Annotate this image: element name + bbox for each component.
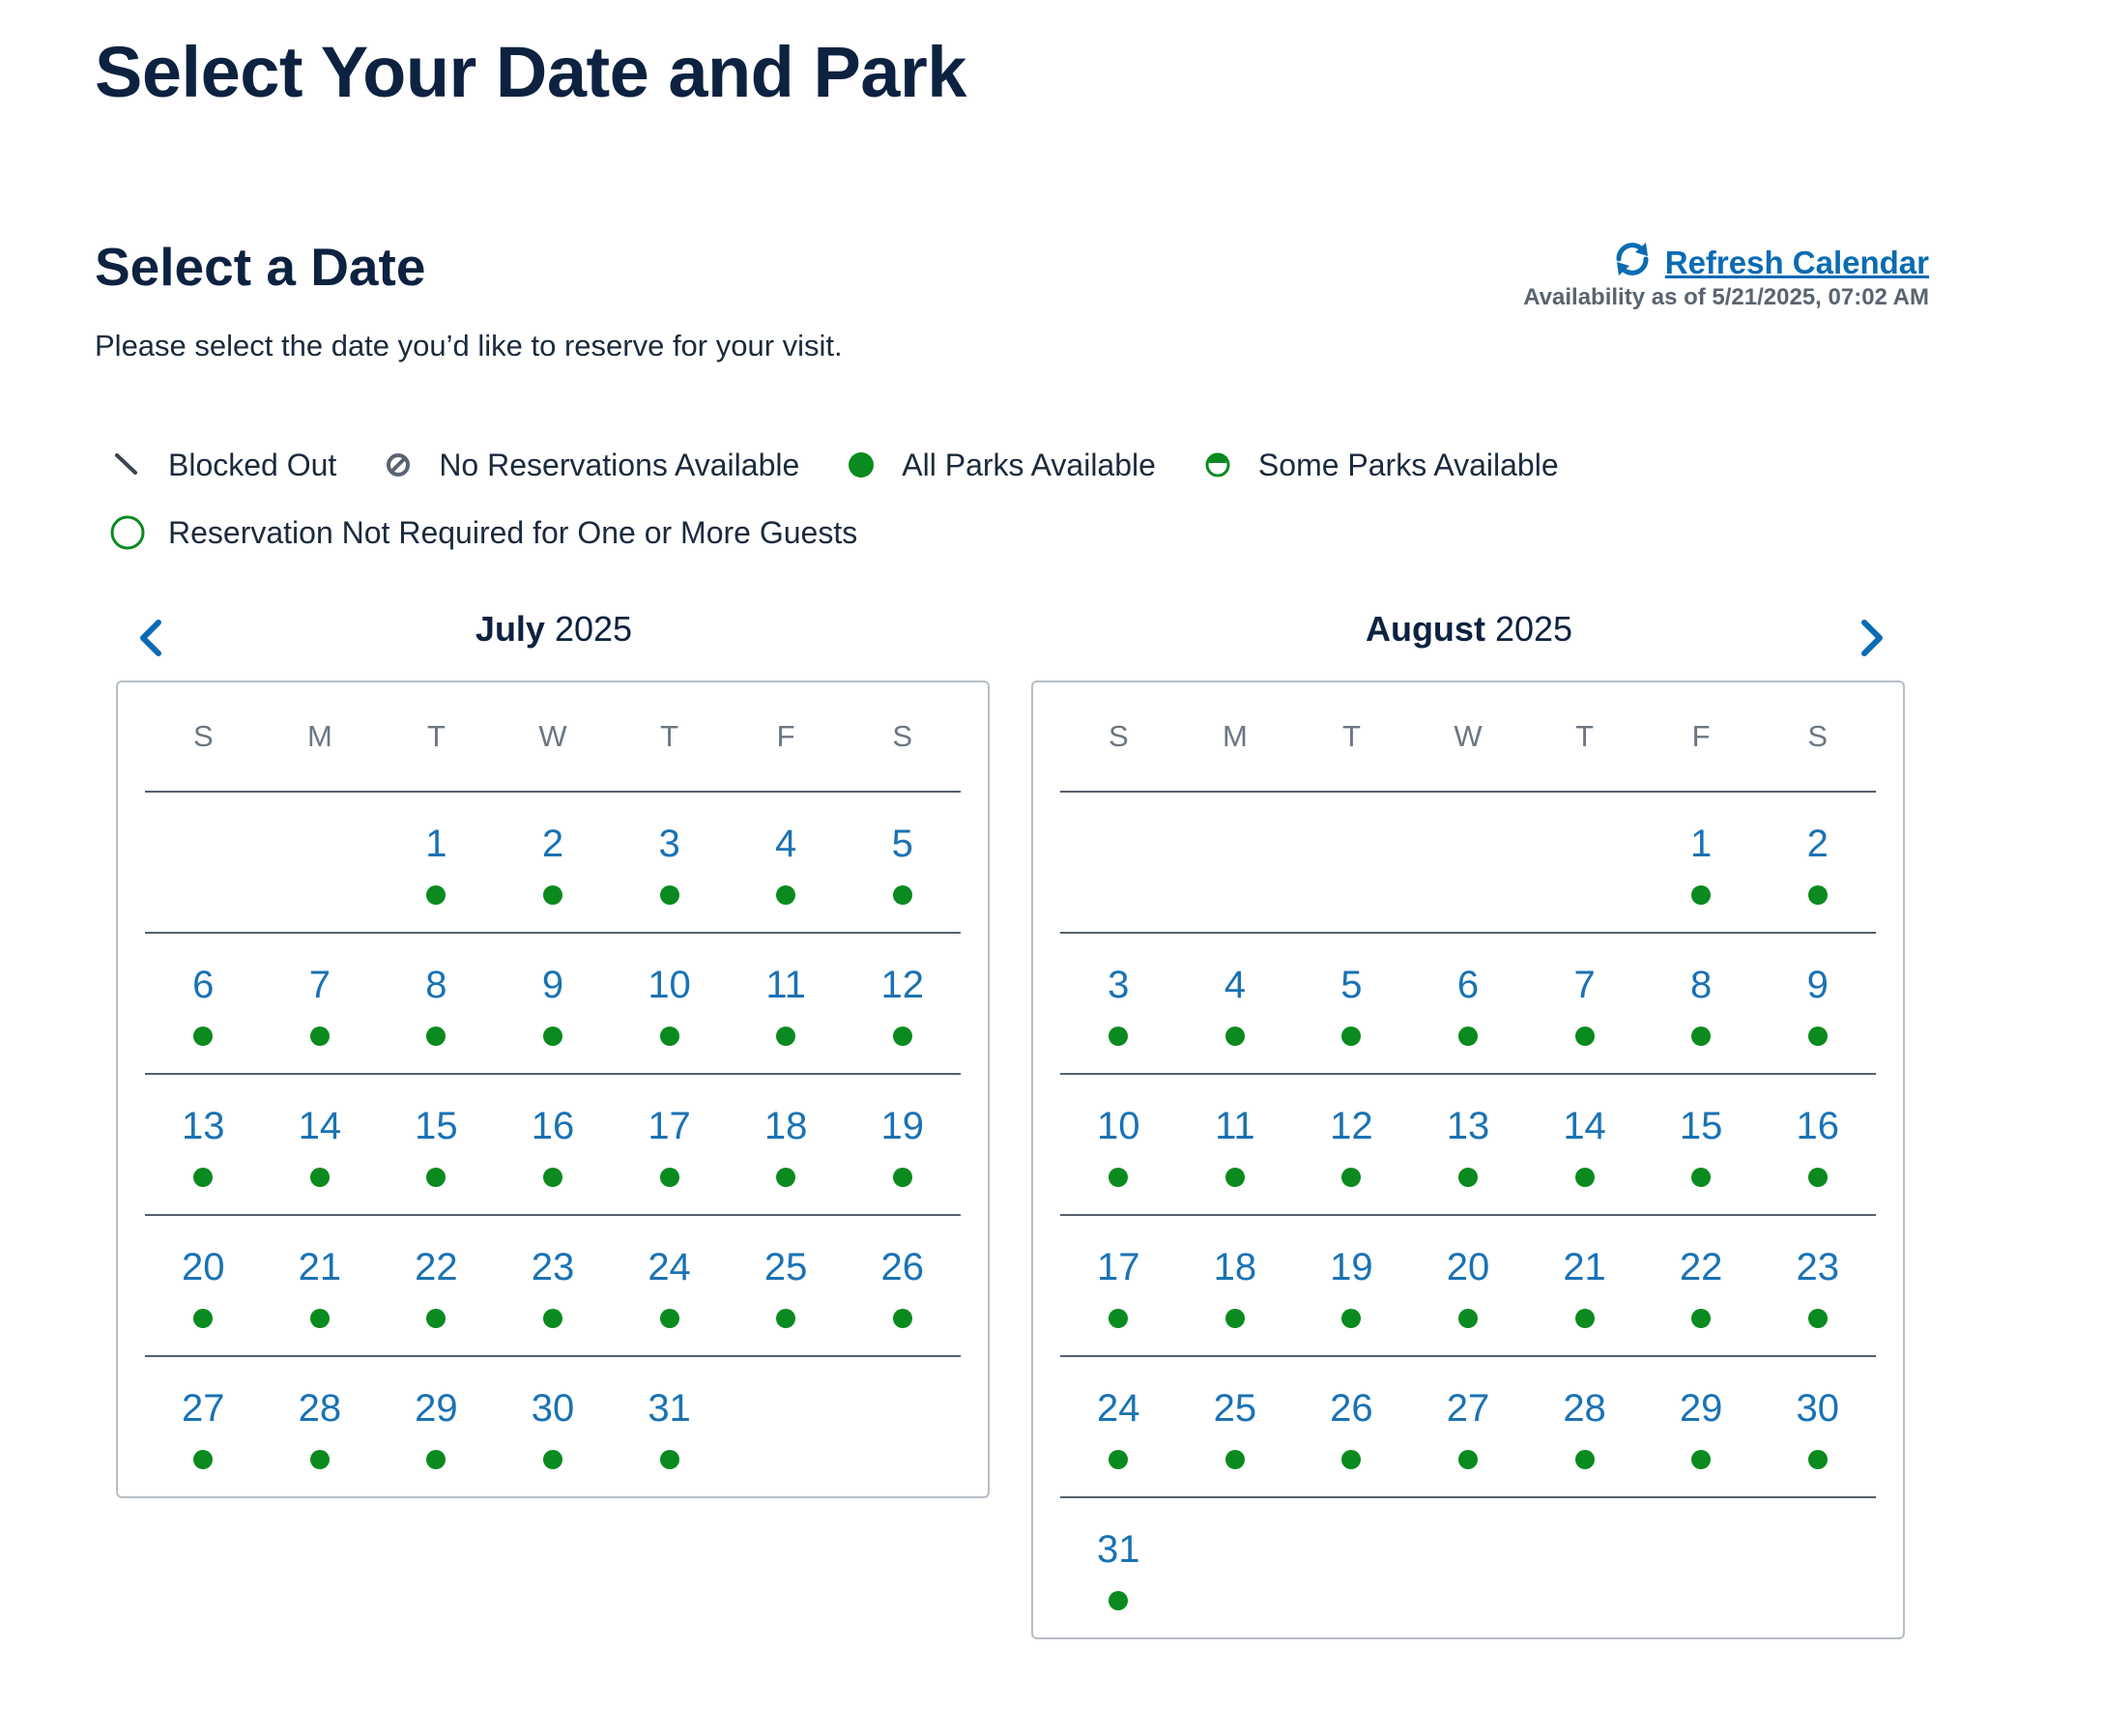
week-row xyxy=(145,793,961,934)
day-cell[interactable] xyxy=(1526,934,1643,1073)
day-cell[interactable] xyxy=(1759,1357,1876,1496)
all-parks-available-dot xyxy=(426,1450,446,1469)
all-parks-available-dot xyxy=(893,1168,912,1187)
all-parks-available-dot xyxy=(776,1168,795,1187)
day-cell[interactable] xyxy=(1177,1075,1294,1214)
month-grid xyxy=(1031,680,1905,1639)
day-number: 8 xyxy=(1690,964,1713,1006)
legend-blocked-out xyxy=(108,446,336,484)
empty-day-cell xyxy=(1293,1498,1410,1637)
all-parks-available-dot xyxy=(193,1168,213,1187)
all-parks-available-dot xyxy=(1109,1309,1128,1328)
refresh-calendar-link[interactable] xyxy=(1611,238,1929,288)
day-cell[interactable] xyxy=(1643,793,1760,932)
all-parks-available-dot xyxy=(543,1450,562,1469)
day-number: 24 xyxy=(1097,1387,1140,1430)
day-number: 26 xyxy=(1330,1387,1373,1430)
all-parks-available-dot xyxy=(776,1027,795,1046)
week-row xyxy=(145,1216,961,1357)
day-cell[interactable] xyxy=(844,1075,961,1214)
day-cell[interactable] xyxy=(1060,1075,1177,1214)
day-number: 23 xyxy=(531,1246,575,1288)
empty-day-cell xyxy=(728,1357,845,1496)
day-cell[interactable] xyxy=(262,1216,379,1355)
week-row xyxy=(145,934,961,1075)
day-cell[interactable] xyxy=(1410,1075,1527,1214)
day-cell[interactable] xyxy=(728,793,845,932)
day-number: 14 xyxy=(1563,1105,1606,1147)
day-number: 10 xyxy=(648,964,691,1006)
day-cell[interactable] xyxy=(1526,1357,1643,1496)
empty-day-cell xyxy=(262,793,379,932)
day-cell[interactable] xyxy=(1060,934,1177,1073)
all-parks-available-dot xyxy=(776,885,795,905)
day-cell[interactable] xyxy=(728,934,845,1073)
weekday: M xyxy=(306,719,332,753)
weekday: F xyxy=(1691,719,1711,753)
day-number: 25 xyxy=(1213,1387,1257,1430)
all-parks-available-dot xyxy=(543,885,562,905)
day-cell[interactable] xyxy=(1410,934,1527,1073)
day-cell[interactable] xyxy=(1643,1216,1760,1355)
all-parks-available-dot xyxy=(1575,1450,1595,1469)
all-parks-available-dot xyxy=(660,1309,679,1328)
day-number: 15 xyxy=(415,1105,458,1147)
day-number: 8 xyxy=(425,964,447,1006)
day-cell[interactable] xyxy=(495,934,612,1073)
weekday: M xyxy=(1222,719,1248,753)
day-number: 7 xyxy=(1573,964,1596,1006)
day-cell[interactable] xyxy=(844,793,961,932)
day-number: 27 xyxy=(1446,1387,1490,1430)
all-parks-available-dot xyxy=(1109,1027,1128,1046)
day-cell[interactable] xyxy=(1293,934,1410,1073)
day-number: 7 xyxy=(308,964,331,1006)
day-number: 3 xyxy=(658,823,680,865)
day-number: 6 xyxy=(192,964,215,1006)
all-parks-available-dot xyxy=(193,1027,213,1046)
day-cell[interactable] xyxy=(611,1075,728,1214)
all-parks-available-dot xyxy=(1691,1450,1711,1469)
empty-day-cell xyxy=(1759,1498,1876,1637)
day-number: 22 xyxy=(1679,1246,1723,1288)
day-cell[interactable] xyxy=(378,934,495,1073)
day-number: 4 xyxy=(775,823,797,865)
day-number: 20 xyxy=(1446,1246,1490,1288)
day-cell[interactable] xyxy=(1410,1357,1527,1496)
weekday: W xyxy=(538,719,567,753)
calendar-july xyxy=(116,599,992,1430)
weekday: S xyxy=(1108,719,1129,753)
all-parks-available-dot xyxy=(1109,1168,1128,1187)
day-cell[interactable] xyxy=(1643,934,1760,1073)
legend-some-parks-label: Some Parks Available xyxy=(1257,447,1559,482)
week-row xyxy=(1060,1357,1876,1498)
all-parks-available-dot xyxy=(660,1168,679,1187)
weekday: W xyxy=(1454,719,1483,753)
all-parks-available-dot xyxy=(1808,885,1828,905)
day-number: 24 xyxy=(648,1246,691,1288)
all-parks-available-dot xyxy=(1341,1309,1361,1328)
day-cell[interactable] xyxy=(1293,1075,1410,1214)
day-cell[interactable] xyxy=(1177,934,1294,1073)
week-row xyxy=(1060,934,1876,1075)
day-cell[interactable] xyxy=(1759,934,1876,1073)
empty-day-cell xyxy=(844,1357,961,1496)
all-parks-icon xyxy=(842,446,880,484)
all-parks-available-dot xyxy=(1575,1168,1595,1187)
legend-no-reservations-label: No Reservations Available xyxy=(439,447,800,482)
all-parks-available-dot xyxy=(660,1027,679,1046)
all-parks-available-dot xyxy=(1225,1309,1245,1328)
all-parks-available-dot xyxy=(543,1027,562,1046)
all-parks-available-dot xyxy=(426,1309,446,1328)
day-number: 17 xyxy=(1097,1246,1140,1288)
weeks xyxy=(1060,793,1876,1637)
all-parks-available-dot xyxy=(310,1450,330,1469)
empty-day-cell xyxy=(1293,793,1410,932)
day-number: 2 xyxy=(1806,823,1829,865)
day-cell[interactable] xyxy=(1410,1216,1527,1355)
all-parks-available-dot xyxy=(776,1309,795,1328)
empty-day-cell xyxy=(1060,793,1177,932)
day-cell[interactable] xyxy=(378,1216,495,1355)
week-row xyxy=(145,1075,961,1216)
day-number: 16 xyxy=(1796,1105,1839,1147)
month-name: July xyxy=(475,609,545,649)
empty-day-cell xyxy=(1410,1498,1527,1637)
day-cell[interactable] xyxy=(1643,1357,1760,1496)
legend-not-required xyxy=(108,513,857,552)
day-number: 1 xyxy=(425,823,447,865)
month-year: 2025 xyxy=(554,609,633,649)
all-parks-available-dot xyxy=(1225,1168,1245,1187)
weekday: T xyxy=(1575,719,1595,753)
all-parks-available-dot xyxy=(193,1450,213,1469)
weekday-header xyxy=(1060,682,1876,793)
refresh-icon xyxy=(1611,238,1654,288)
all-parks-available-dot xyxy=(1458,1027,1478,1046)
day-number: 22 xyxy=(415,1246,458,1288)
day-cell[interactable] xyxy=(1293,1357,1410,1496)
all-parks-available-dot xyxy=(1691,1168,1711,1187)
weekday: S xyxy=(192,719,214,753)
weekday: S xyxy=(1807,719,1829,753)
all-parks-available-dot xyxy=(1341,1027,1361,1046)
day-number: 17 xyxy=(648,1105,691,1147)
day-cell[interactable] xyxy=(1759,1216,1876,1355)
all-parks-available-dot xyxy=(660,1450,679,1469)
empty-day-cell xyxy=(1526,793,1643,932)
day-number: 31 xyxy=(648,1387,691,1430)
weeks xyxy=(145,793,961,1496)
all-parks-available-dot xyxy=(310,1309,330,1328)
day-number: 29 xyxy=(1679,1387,1723,1430)
all-parks-available-dot xyxy=(193,1309,213,1328)
month-label xyxy=(1031,609,1907,650)
day-number: 21 xyxy=(1563,1246,1606,1288)
legend xyxy=(108,431,1616,566)
intro-text: Please select the date you’d like to reserve for your visit. xyxy=(95,329,843,362)
day-cell[interactable] xyxy=(1177,1216,1294,1355)
week-row xyxy=(1060,1498,1876,1637)
chevron-right-icon xyxy=(1853,611,1891,665)
day-cell[interactable] xyxy=(611,1216,728,1355)
all-parks-available-dot xyxy=(1341,1168,1361,1187)
day-number: 18 xyxy=(763,1105,808,1147)
day-number: 9 xyxy=(541,964,564,1006)
empty-day-cell xyxy=(1177,1498,1294,1637)
month-name: August xyxy=(1365,609,1485,649)
refresh-calendar-label[interactable]: Refresh Calendar xyxy=(1664,245,1929,280)
legend-no-reservations xyxy=(379,446,799,484)
day-cell[interactable] xyxy=(145,1075,262,1214)
empty-day-cell xyxy=(1526,1498,1643,1637)
week-row xyxy=(145,1357,961,1496)
all-parks-available-dot xyxy=(1109,1591,1128,1610)
all-parks-available-dot xyxy=(893,1309,912,1328)
all-parks-available-dot xyxy=(310,1168,330,1187)
day-number: 5 xyxy=(1340,964,1363,1006)
all-parks-available-dot xyxy=(1691,885,1711,905)
day-cell[interactable] xyxy=(262,1357,379,1496)
day-cell[interactable] xyxy=(1759,793,1876,932)
day-number: 10 xyxy=(1097,1105,1140,1147)
day-cell[interactable] xyxy=(378,1075,495,1214)
day-number: 16 xyxy=(531,1105,575,1147)
day-cell[interactable] xyxy=(495,793,612,932)
availability-timestamp: Availability as of 5/21/2025, 07:02 AM xyxy=(1523,284,1929,310)
all-parks-available-dot xyxy=(1458,1450,1478,1469)
legend-all-parks xyxy=(842,446,1156,484)
day-number: 4 xyxy=(1224,964,1246,1006)
all-parks-available-dot xyxy=(310,1027,330,1046)
section-title: Select a Date xyxy=(95,237,426,297)
day-cell[interactable] xyxy=(1177,1357,1294,1496)
day-cell[interactable] xyxy=(1060,1216,1177,1355)
some-parks-icon xyxy=(1198,446,1237,484)
all-parks-available-dot xyxy=(1691,1309,1711,1328)
day-cell[interactable] xyxy=(1643,1075,1760,1214)
day-cell[interactable] xyxy=(1526,1075,1643,1214)
day-number: 19 xyxy=(1330,1246,1373,1288)
day-cell[interactable] xyxy=(1759,1075,1876,1214)
day-cell[interactable] xyxy=(378,1357,495,1496)
day-number: 28 xyxy=(298,1387,342,1430)
week-row xyxy=(1060,793,1876,934)
weekday: S xyxy=(892,719,913,753)
blocked-out-icon xyxy=(108,446,147,484)
day-cell[interactable] xyxy=(1293,1216,1410,1355)
all-parks-available-dot xyxy=(1109,1450,1128,1469)
day-cell[interactable] xyxy=(145,934,262,1073)
day-number: 30 xyxy=(1796,1387,1839,1430)
day-number: 11 xyxy=(765,964,806,1006)
not-required-icon xyxy=(108,513,147,552)
all-parks-available-dot xyxy=(1691,1027,1711,1046)
all-parks-available-dot xyxy=(1225,1450,1245,1469)
day-number: 1 xyxy=(1690,823,1713,865)
week-row xyxy=(1060,1075,1876,1216)
day-cell[interactable] xyxy=(611,934,728,1073)
all-parks-available-dot xyxy=(660,885,679,905)
month-label xyxy=(116,609,992,650)
calendar-august xyxy=(1031,599,1907,1571)
all-parks-available-dot xyxy=(1341,1450,1361,1469)
page-title: Select Your Date and Park xyxy=(95,32,966,112)
all-parks-available-dot xyxy=(426,1027,446,1046)
legend-all-parks-label: All Parks Available xyxy=(902,447,1156,482)
day-cell[interactable] xyxy=(844,934,961,1073)
day-number: 2 xyxy=(541,823,564,865)
day-number: 14 xyxy=(298,1105,342,1147)
all-parks-available-dot xyxy=(893,1027,912,1046)
empty-day-cell xyxy=(145,793,262,932)
day-cell[interactable] xyxy=(728,1075,845,1214)
legend-some-parks xyxy=(1198,446,1559,484)
next-month-button[interactable] xyxy=(1853,611,1891,665)
all-parks-available-dot xyxy=(1808,1450,1828,1469)
day-number: 26 xyxy=(880,1246,924,1288)
all-parks-available-dot xyxy=(893,885,912,905)
empty-day-cell xyxy=(1410,793,1527,932)
month-year: 2025 xyxy=(1494,609,1573,649)
day-cell[interactable] xyxy=(262,1075,379,1214)
day-number: 19 xyxy=(880,1105,924,1147)
all-parks-available-dot xyxy=(1808,1309,1828,1328)
day-cell[interactable] xyxy=(1526,1216,1643,1355)
weekday: T xyxy=(426,719,446,753)
day-number: 6 xyxy=(1456,964,1480,1006)
day-number: 23 xyxy=(1796,1246,1839,1288)
day-number: 29 xyxy=(415,1387,458,1430)
day-number: 15 xyxy=(1679,1105,1723,1147)
day-number: 27 xyxy=(182,1387,225,1430)
all-parks-available-dot xyxy=(1225,1027,1245,1046)
day-cell[interactable] xyxy=(378,793,495,932)
all-parks-available-dot xyxy=(426,1168,446,1187)
day-cell[interactable] xyxy=(1060,1357,1177,1496)
legend-not-required-label: Reservation Not Required for One or More Guests xyxy=(168,514,858,550)
day-number: 20 xyxy=(182,1246,225,1288)
day-cell[interactable] xyxy=(495,1357,612,1496)
day-number: 13 xyxy=(182,1105,225,1147)
day-number: 3 xyxy=(1108,964,1130,1006)
day-cell[interactable] xyxy=(611,793,728,932)
all-parks-available-dot xyxy=(1575,1027,1595,1046)
day-cell[interactable] xyxy=(1060,1498,1177,1637)
day-number: 11 xyxy=(1215,1105,1255,1147)
day-cell[interactable] xyxy=(495,1216,612,1355)
all-parks-available-dot xyxy=(426,885,446,905)
empty-day-cell xyxy=(1643,1498,1760,1637)
day-number: 28 xyxy=(1563,1387,1606,1430)
day-number: 18 xyxy=(1213,1246,1257,1288)
empty-day-cell xyxy=(1177,793,1294,932)
day-cell[interactable] xyxy=(262,934,379,1073)
week-row xyxy=(1060,1216,1876,1357)
day-cell[interactable] xyxy=(611,1357,728,1496)
weekday: T xyxy=(1341,719,1361,753)
no-reservations-icon xyxy=(379,446,418,484)
all-parks-available-dot xyxy=(1808,1168,1828,1187)
all-parks-available-dot xyxy=(1458,1168,1478,1187)
day-number: 21 xyxy=(298,1246,342,1288)
day-number: 12 xyxy=(880,964,924,1006)
all-parks-available-dot xyxy=(1575,1309,1595,1328)
weekday: F xyxy=(776,719,795,753)
all-parks-available-dot xyxy=(543,1309,562,1328)
day-cell[interactable] xyxy=(495,1075,612,1214)
all-parks-available-dot xyxy=(543,1168,562,1187)
day-cell[interactable] xyxy=(145,1357,262,1496)
all-parks-available-dot xyxy=(1808,1027,1828,1046)
day-number: 13 xyxy=(1446,1105,1490,1147)
weekday-header xyxy=(145,682,961,793)
day-number: 9 xyxy=(1806,964,1829,1006)
day-number: 5 xyxy=(891,823,913,865)
day-cell[interactable] xyxy=(145,1216,262,1355)
month-grid xyxy=(116,680,990,1498)
day-number: 12 xyxy=(1330,1105,1373,1147)
day-number: 25 xyxy=(763,1246,808,1288)
day-number: 30 xyxy=(531,1387,575,1430)
weekday: T xyxy=(660,719,679,753)
day-cell[interactable] xyxy=(844,1216,961,1355)
day-cell[interactable] xyxy=(728,1216,845,1355)
day-number: 31 xyxy=(1097,1528,1140,1571)
legend-blocked-out-label: Blocked Out xyxy=(168,447,337,482)
all-parks-available-dot xyxy=(1458,1309,1478,1328)
